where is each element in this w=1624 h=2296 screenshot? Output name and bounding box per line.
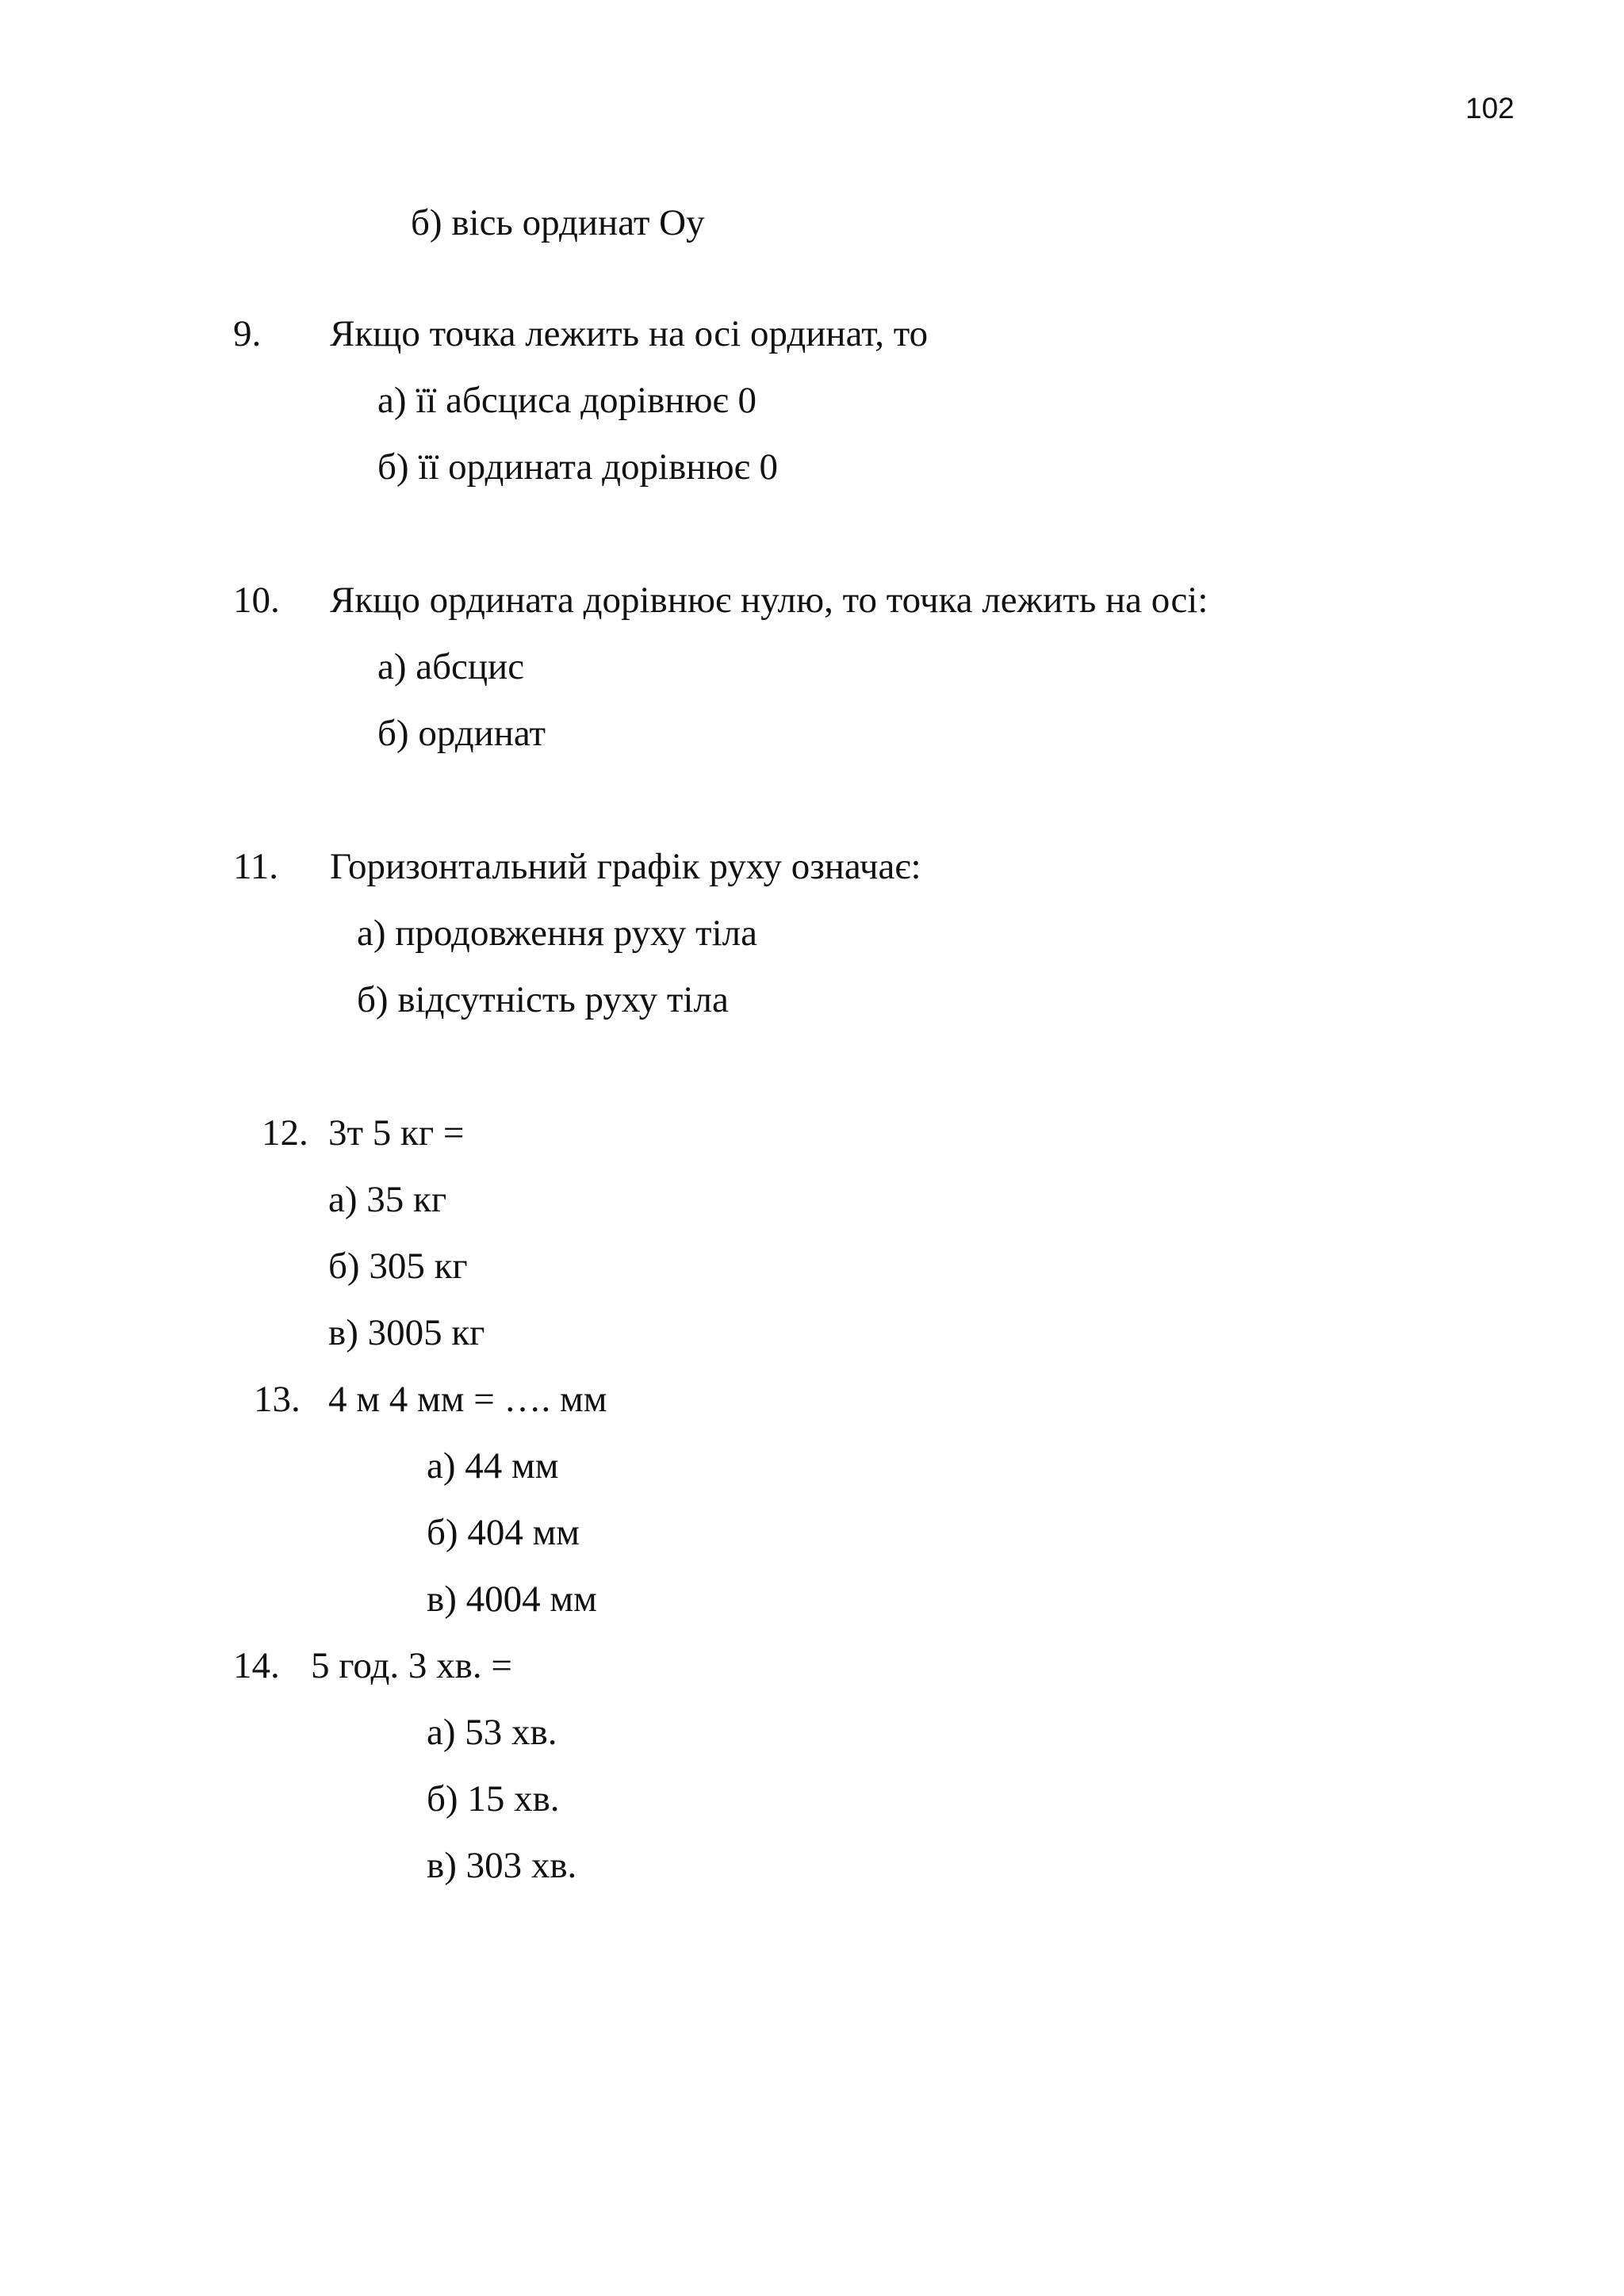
- question-10-option-a: а) абсцис: [377, 646, 525, 687]
- question-11-option-b: б) відсутність руху тіла: [357, 979, 729, 1020]
- question-14-option-a: а) 53 хв.: [427, 1712, 557, 1753]
- question-14-text: 5 год. 3 хв. =: [311, 1645, 512, 1686]
- question-13-option-b: б) 404 мм: [427, 1512, 580, 1553]
- question-14-option-b: б) 15 хв.: [427, 1778, 560, 1820]
- question-12-option-c: в) 3005 кг: [328, 1312, 485, 1353]
- question-10-option-b: б) ординат: [377, 713, 546, 754]
- question-9-text: Якщо точка лежить на осі ординат, то: [330, 313, 929, 354]
- question-12-option-b: б) 305 кг: [328, 1246, 468, 1287]
- question-13-option-a: а) 44 мм: [427, 1445, 559, 1487]
- question-10-number: 10.: [233, 580, 280, 621]
- question-12-number: 12.: [262, 1112, 308, 1154]
- question-9-option-b: б) її ордината дорівнює 0: [377, 446, 778, 488]
- question-10-text: Якщо ордината дорівнює нулю, то точка лежить на осі:: [330, 580, 1208, 621]
- question-13-option-c: в) 4004 мм: [427, 1578, 597, 1620]
- page-number: 102: [1465, 92, 1515, 124]
- question-9-number: 9.: [233, 313, 262, 354]
- question-11-number: 11.: [233, 846, 279, 887]
- prev-option-b: б) вісь ординат Оу: [411, 202, 705, 243]
- question-14-number: 14.: [233, 1645, 280, 1686]
- question-14-option-c: в) 303 хв.: [427, 1845, 577, 1886]
- question-12-text: 3т 5 кг =: [328, 1112, 465, 1154]
- question-9-option-a: а) її абсциса дорівнює 0: [377, 380, 756, 421]
- question-12-option-a: а) 35 кг: [328, 1179, 447, 1220]
- question-11-text: Горизонтальний графік руху означає:: [330, 846, 921, 887]
- question-13-text: 4 м 4 мм = …. мм: [328, 1379, 607, 1420]
- question-13-number: 13.: [254, 1379, 301, 1420]
- question-11-option-a: а) продовження руху тіла: [357, 913, 757, 954]
